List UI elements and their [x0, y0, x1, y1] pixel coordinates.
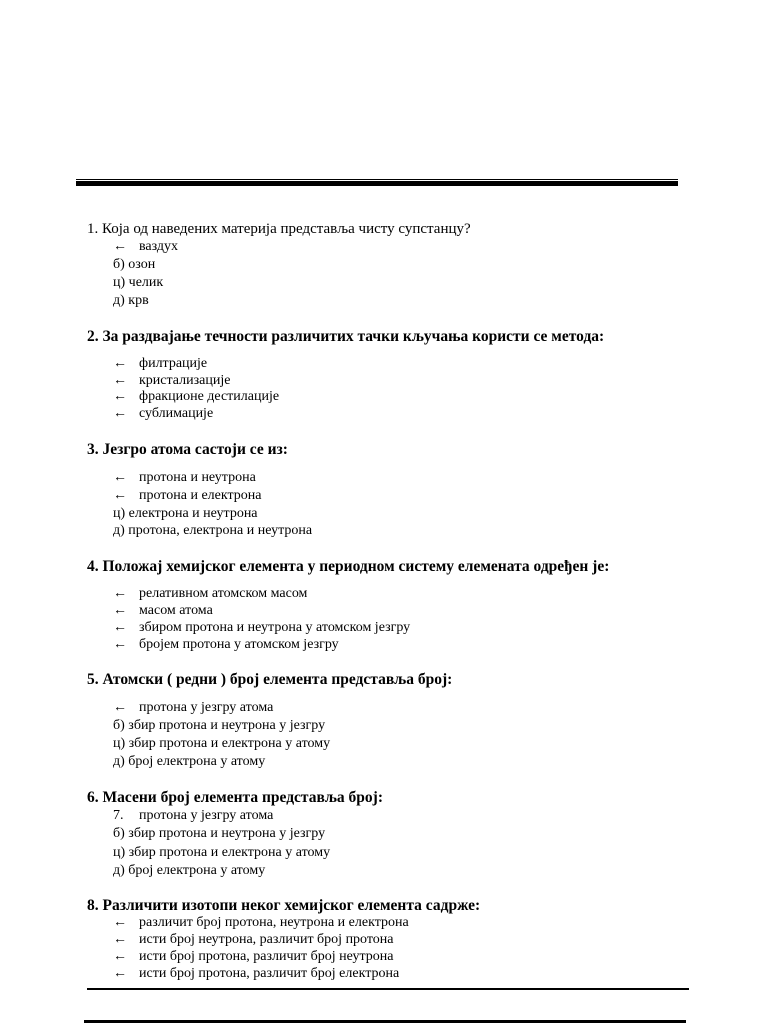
question-5-option-d: [113, 754, 265, 770]
question-6-option-c: [113, 845, 330, 861]
question-2: 2. За раздвајање течности различитих тачки кључања користи се метода:: [87, 328, 605, 345]
option-text: протона у језгру атома: [139, 700, 274, 715]
question-1-option-b: [113, 257, 155, 273]
option-text: б) озон: [113, 257, 156, 272]
question-3-option-d: [113, 523, 312, 539]
header-rule-thick: [76, 181, 678, 186]
question-2-option-b: [113, 373, 230, 389]
option-text: д) крв: [113, 293, 149, 308]
footer-rule: [87, 988, 689, 990]
question-8-option-c: [113, 949, 394, 965]
question-4: 4. Положај хемијског елемента у периодном систему елемената одређен је:: [87, 558, 610, 575]
question-1-option-c: [113, 275, 163, 291]
option-text: збиром протона и неутрона у атомском језгру: [139, 620, 411, 635]
option-text: исти број неутрона, различит број протона: [139, 932, 394, 947]
arrow-icon: ←: [113, 406, 127, 421]
arrow-icon: ←: [113, 389, 127, 404]
question-4-option-b: [113, 603, 213, 619]
option-text: д) број електрона у атому: [113, 754, 266, 769]
question-3-option-a: [113, 470, 256, 486]
option-text: ц) збир протона и електрона у атому: [113, 736, 331, 751]
option-text: ц) челик: [113, 275, 164, 290]
option-text: ц) електрона и неутрона: [113, 506, 258, 521]
option-text: д) протона, електрона и неутрона: [113, 523, 313, 538]
question-6: 6. Масени број елемента представља број:: [87, 789, 383, 806]
arrow-icon: ←: [113, 586, 127, 601]
option-text: протона и неутрона: [139, 470, 256, 485]
option-text: различит број протона, неутрона и електрона: [139, 915, 409, 930]
question-4-option-c: [113, 620, 410, 636]
option-text: фракционе дестилације: [139, 389, 280, 404]
question-6-option-a: [113, 808, 273, 824]
option-text: исти број протона, различит број неутрона: [139, 949, 394, 964]
option-text: д) број електрона у атому: [113, 863, 266, 878]
page-bottom-rule: [84, 1020, 686, 1023]
arrow-icon: ←: [113, 488, 127, 503]
question-5-option-c: [113, 736, 330, 752]
question-2-option-c: [113, 389, 279, 405]
question-1-option-d: [113, 293, 149, 309]
option-text: протона и електрона: [139, 488, 262, 503]
arrow-icon: ←: [113, 700, 127, 715]
option-text: ц) збир протона и електрона у атому: [113, 845, 331, 860]
question-5-option-a: [113, 700, 273, 716]
question-2-option-a: [113, 356, 207, 372]
arrow-icon: ←: [113, 949, 127, 964]
option-text: исти број протона, различит број електрона: [139, 966, 400, 981]
option-text: сублимације: [139, 406, 214, 421]
arrow-icon: ←: [113, 966, 127, 981]
question-3-option-b: [113, 488, 261, 504]
question-6-option-d: [113, 863, 265, 879]
option-text: релативном атомском масом: [139, 586, 308, 601]
arrow-icon: ←: [113, 932, 127, 947]
question-4-option-d: [113, 637, 339, 653]
question-8: 8. Различити изотопи неког хемијског елемента садрже:: [87, 897, 481, 914]
option-text: кристализације: [139, 373, 231, 388]
arrow-icon: ←: [113, 356, 127, 371]
arrow-icon: ←: [113, 915, 127, 930]
question-1: 1. Која од наведених материја представља чисту супстанцу?: [87, 221, 471, 237]
arrow-icon: ←: [113, 373, 127, 388]
option-text: бројем протона у атомском језгру: [139, 637, 339, 652]
question-4-option-a: [113, 586, 307, 602]
question-5-option-b: [113, 718, 325, 734]
option-text: б) збир протона и неутрона у језгру: [113, 718, 326, 733]
option-text: филтрације: [139, 356, 208, 371]
option-text: б) збир протона и неутрона у језгру: [113, 826, 326, 841]
question-1-option-a: [113, 239, 178, 255]
arrow-icon: ←: [113, 603, 127, 618]
option-text: ваздух: [139, 239, 179, 254]
question-5: 5. Атомски ( редни ) број елемента представља број:: [87, 671, 453, 688]
question-8-option-a: [113, 915, 409, 931]
question-8-option-b: [113, 932, 394, 948]
arrow-icon: ←: [113, 470, 127, 485]
question-8-option-d: [113, 966, 399, 982]
arrow-icon: ←: [113, 239, 127, 254]
arrow-icon: ←: [113, 620, 127, 635]
arrow-icon: ←: [113, 637, 127, 652]
list-number: 7.: [113, 808, 124, 823]
question-3: 3. Језгро атома састоји се из:: [87, 441, 288, 458]
question-3-option-c: [113, 506, 258, 522]
header-rule-thin: [76, 179, 678, 180]
question-2-option-d: [113, 406, 213, 422]
option-text: масом атома: [139, 603, 213, 618]
option-text: протона у језгру атома: [139, 808, 274, 823]
question-6-option-b: [113, 826, 325, 842]
